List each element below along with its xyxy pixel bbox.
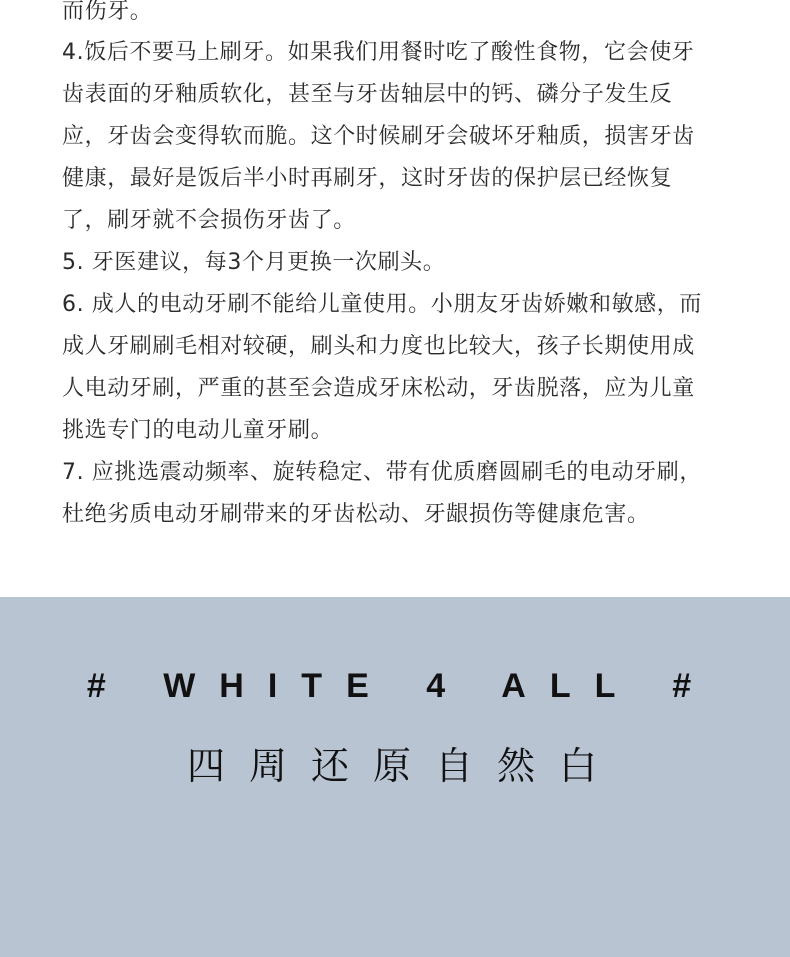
article-line: 健康，最好是饭后半小时再刷牙，这时牙齿的保护层已经恢复: [62, 166, 673, 191]
article-line: 5. 牙医建议，每3个月更换一次刷头。: [62, 250, 446, 275]
article-line: 齿表面的牙釉质软化，甚至与牙齿轴层中的钙、磷分子发生反: [62, 82, 673, 107]
article-line: 7. 应挑选震动频率、旋转稳定、带有优质磨圆刷毛的电动牙刷，: [62, 460, 702, 485]
banner-subtitle: 四周还原自然白: [186, 744, 621, 788]
article-line: 杜绝劣质电动牙刷带来的牙齿松动、牙龈损伤等健康危害。: [62, 502, 650, 527]
article-line: 应，牙齿会变得软而脆。这个时候刷牙会破坏牙釉质，损害牙齿: [62, 124, 695, 149]
article-line: 人电动牙刷，严重的甚至会造成牙床松动，牙齿脱落，应为儿童: [62, 376, 695, 401]
article-line: 成人牙刷刷毛相对较硬，刷头和力度也比较大，孩子长期使用成: [62, 334, 695, 359]
article-line: 6. 成人的电动牙刷不能给儿童使用。小朋友牙齿娇嫩和敏感，而: [62, 292, 702, 317]
article-line: 而伤牙。: [62, 0, 153, 24]
article-line: 了，刷牙就不会损伤牙齿了。: [62, 208, 356, 233]
article-line: 4.饭后不要马上刷牙。如果我们用餐时吃了酸性食物，它会使牙: [62, 40, 695, 65]
article-line: 挑选专门的电动儿童牙刷。: [62, 418, 334, 443]
banner-title: # WHITE 4 ALL #: [86, 667, 716, 705]
